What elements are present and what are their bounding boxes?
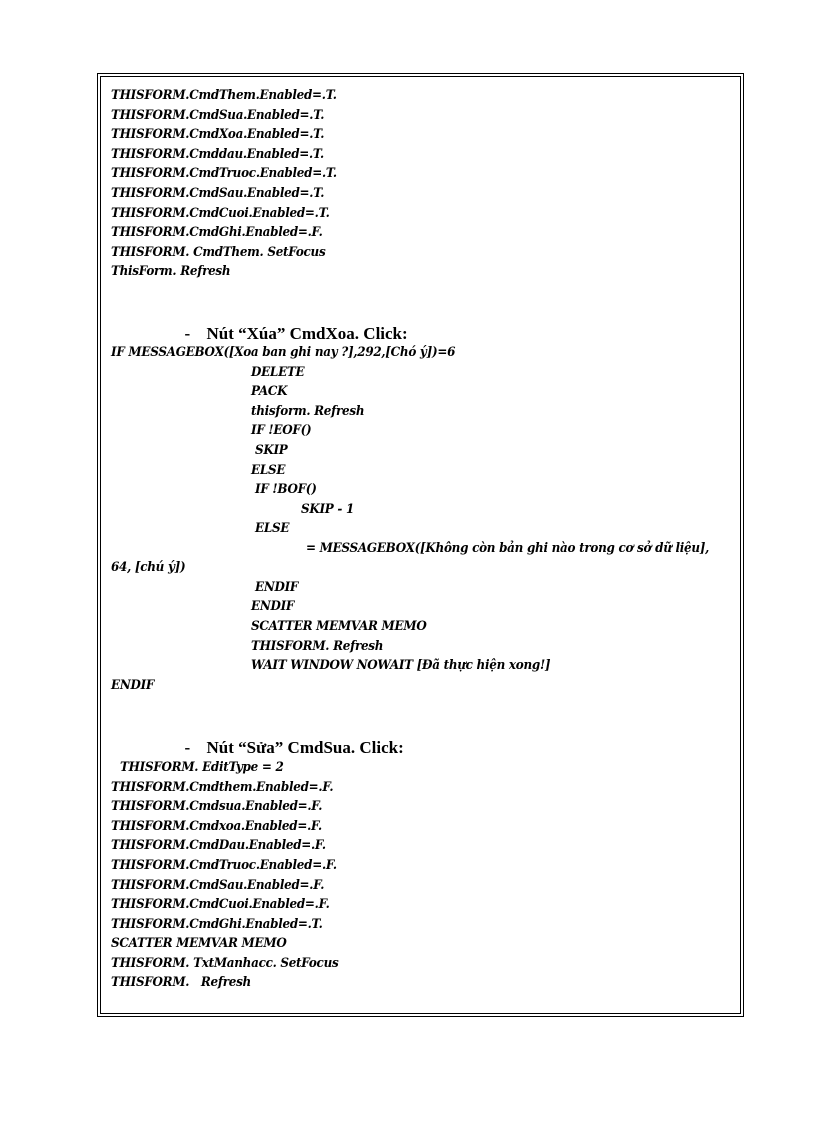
code-line: IF MESSAGEBOX([Xoa ban ghi nay ?],292,[Chó ý])=6 (111, 345, 456, 360)
code-line: THISFORM.CmdCuoi.Enabled=.F. (111, 897, 330, 912)
code-line: THISFORM. CmdThem. SetFocus (111, 245, 326, 260)
heading-text: Nút “Xúa” CmdXoa. Click: (206, 324, 408, 343)
heading-text: Nút “Sửa” CmdSua. Click: (206, 738, 404, 757)
code-line: ENDIF (111, 678, 155, 693)
code-line: DELETE (251, 365, 305, 380)
code-line: THISFORM.CmdSua.Enabled=.T. (111, 108, 325, 123)
code-line: PACK (251, 384, 288, 399)
code-line: = MESSAGEBOX([Không còn bản ghi nào trong cơ sở dữ liệu], (306, 541, 710, 556)
code-line: THISFORM. EditType = 2 (120, 760, 284, 775)
bullet-dash: - (184, 324, 191, 343)
code-line: IF !EOF() (251, 423, 312, 438)
code-line: SCATTER MEMVAR MEMO (111, 936, 287, 951)
code-line: THISFORM.Cmdxoa.Enabled=.F. (111, 819, 322, 834)
code-line: THISFORM. Refresh (111, 975, 251, 990)
code-line: THISFORM.CmdSau.Enabled=.F. (111, 878, 325, 893)
bullet-dash: - (184, 738, 191, 757)
code-line: THISFORM. Refresh (251, 639, 384, 654)
code-line: THISFORM.CmdSau.Enabled=.T. (111, 186, 325, 201)
code-line: ELSE (255, 521, 290, 536)
code-line: THISFORM. TxtManhacc. SetFocus (111, 956, 339, 971)
code-line: THISFORM.Cmddau.Enabled=.T. (111, 147, 324, 162)
code-line: thisform. Refresh (251, 404, 365, 419)
code-line: ENDIF (251, 599, 295, 614)
code-line: THISFORM.CmdThem.Enabled=.T. (111, 88, 337, 103)
code-line: SKIP (255, 443, 288, 458)
code-line: ELSE (251, 463, 286, 478)
code-line: 64, [chú ý]) (111, 560, 186, 575)
code-line: THISFORM.Cmdsua.Enabled=.F. (111, 799, 323, 814)
code-line: THISFORM.CmdTruoc.Enabled=.T. (111, 166, 337, 181)
code-line: THISFORM.CmdXoa.Enabled=.T. (111, 127, 325, 142)
code-line: THISFORM.CmdCuoi.Enabled=.T. (111, 206, 330, 221)
page-frame (97, 73, 744, 1017)
code-content (101, 77, 740, 1013)
code-line: THISFORM.CmdTruoc.Enabled=.F. (111, 858, 337, 873)
code-line: THISFORM.CmdGhi.Enabled=.T. (111, 917, 323, 932)
code-line: SKIP - 1 (301, 502, 355, 517)
code-line: SCATTER MEMVAR MEMO (251, 619, 427, 634)
code-line: WAIT WINDOW NOWAIT [Đã thực hiện xong!] (251, 658, 551, 673)
code-line: THISFORM.Cmdthem.Enabled=.F. (111, 780, 334, 795)
code-line: ENDIF (255, 580, 299, 595)
code-line: THISFORM.CmdGhi.Enabled=.F. (111, 225, 323, 240)
code-line: THISFORM.CmdDau.Enabled=.F. (111, 838, 326, 853)
code-line: IF !BOF() (255, 482, 317, 497)
code-line: ThisForm. Refresh (111, 264, 231, 279)
